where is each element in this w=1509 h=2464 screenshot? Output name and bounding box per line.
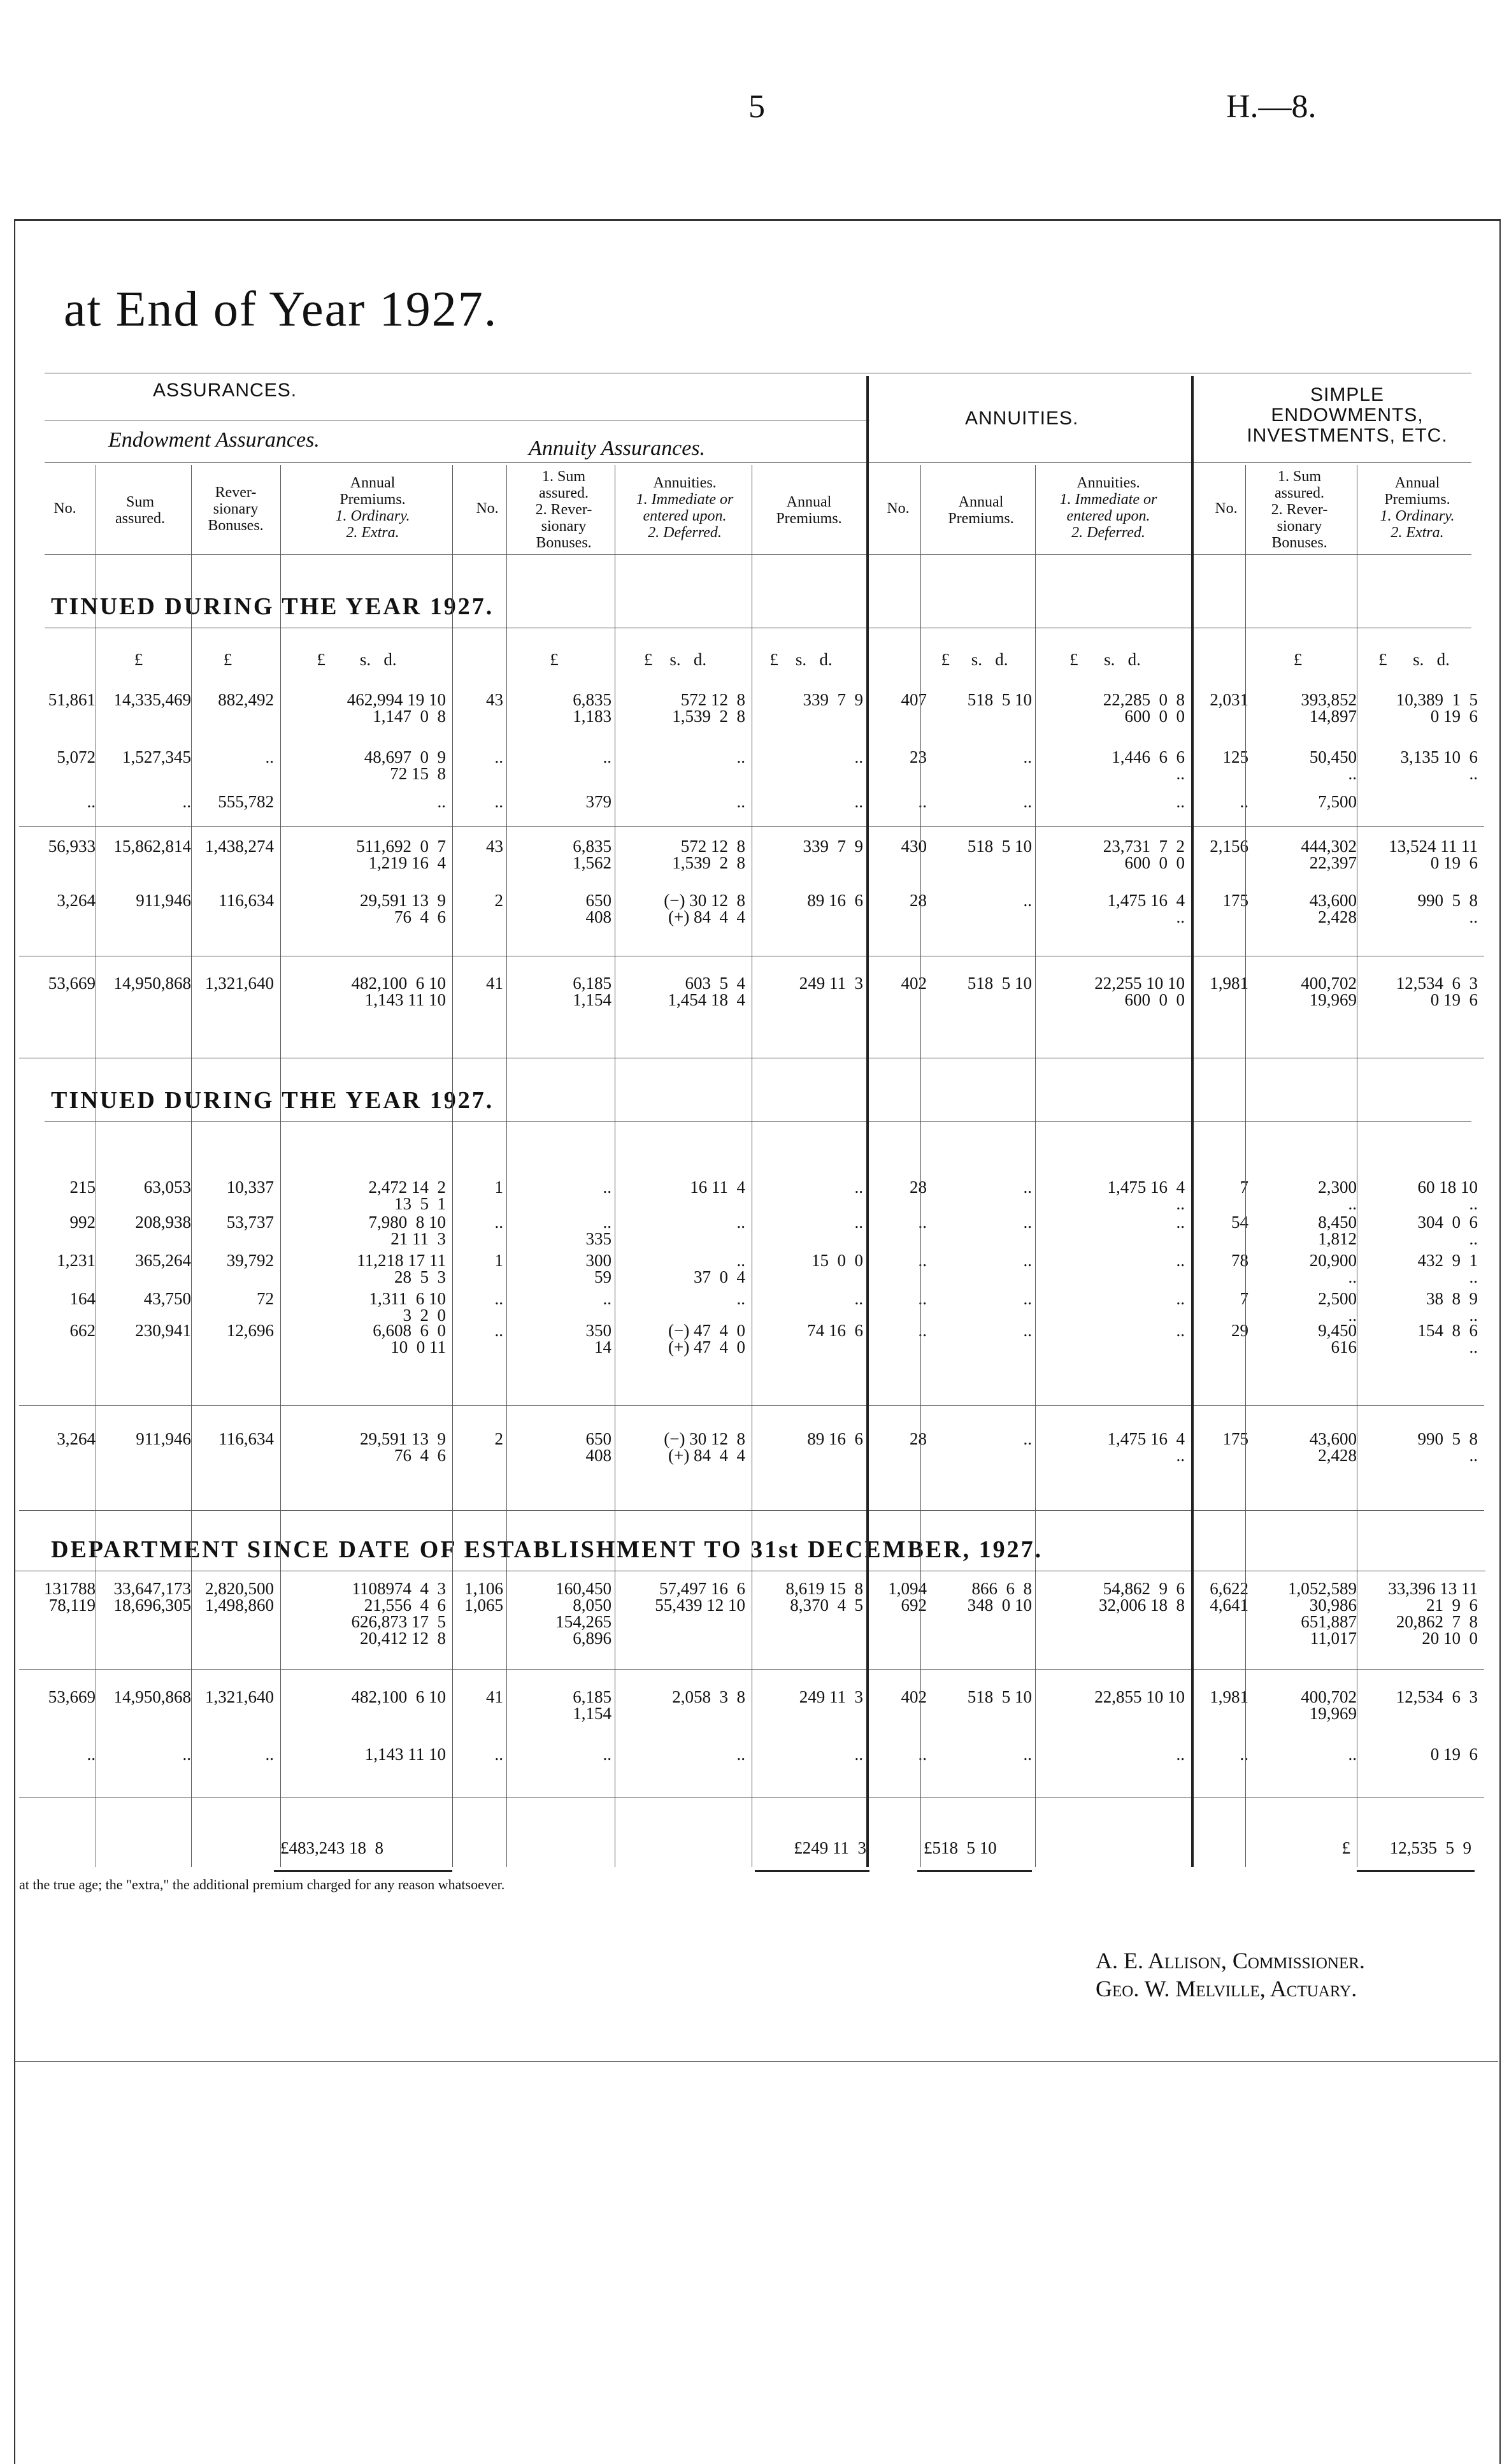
unit-6: £ s. d.: [941, 650, 1008, 669]
b3-r2-c8: ..: [918, 1745, 927, 1764]
b1-r1-c6: ..: [736, 747, 745, 767]
signature-commissioner: A. E. Allison, Commissioner.: [1096, 1948, 1365, 1973]
b2-r5-c1: 911,946: [136, 1429, 191, 1448]
b3-r0-c5: 160,450 8,050 154,265 6,896: [555, 1579, 611, 1648]
b2-r4-c2: 12,696: [226, 1321, 274, 1340]
b1-r3-c9: 518 5 10: [967, 837, 1032, 856]
b2-r2-c5: 300 59: [585, 1251, 611, 1286]
b2-r4-c4: ..: [494, 1321, 503, 1340]
b1-r5-c3: 482,100 6 10 1,143 11 10: [351, 974, 446, 1009]
b3-r2-c10: ..: [1176, 1745, 1185, 1764]
b2-r0-c2: 10,337: [226, 1178, 274, 1197]
b2-r5-c6: (−) 30 12 8 (+) 84 4 4: [664, 1429, 745, 1465]
b2-r4-c1: 230,941: [135, 1321, 191, 1340]
b1-r3-c13: 13,524 11 11 0 19 6: [1389, 837, 1478, 872]
b1-r5-c6: 603 5 4 1,454 18 4: [668, 974, 745, 1009]
b1-r2-c0: ..: [87, 792, 96, 811]
b2-r4-c12: 9,450 616: [1318, 1321, 1357, 1357]
b2-r1-c8: ..: [918, 1213, 927, 1232]
b3-r2-c0: ..: [87, 1745, 96, 1764]
b1-r0-c0: 51,861: [48, 690, 96, 709]
b2-r4-c0: 662: [69, 1321, 96, 1340]
b1-r5-c1: 14,950,868: [113, 974, 191, 993]
b2-r4-c5: 350 14: [585, 1321, 611, 1357]
b1-r4-c8: 28: [910, 891, 927, 910]
b3-r1-c10: 22,855 10 10: [1094, 1687, 1185, 1706]
col-se-sum: 1. Sum assured. 2. Rever- sionary Bonuses.: [1271, 468, 1328, 551]
b2-r1-c3: 7,980 8 10 21 11 3: [368, 1213, 446, 1248]
b2-r5-c13: 990 5 8 ..: [1417, 1429, 1478, 1465]
b2-r2-c3: 11,218 17 11 28 5 3: [357, 1251, 446, 1286]
b1-r5-c0: 53,669: [48, 974, 96, 993]
signatures: [1096, 1947, 1365, 2003]
section-title-2: TINUED DURING THE YEAR 1927.: [51, 1087, 494, 1114]
b1-r5-c10: 22,255 10 10 600 0 0: [1094, 974, 1185, 1009]
section-title-3: DEPARTMENT SINCE DATE OF ESTABLISHMENT TO 31st DECEMBER, 1927.: [51, 1536, 1043, 1563]
b1-r1-c3: 48,697 0 9 72 15 8: [364, 747, 446, 783]
b2-r1-c1: 208,938: [135, 1213, 191, 1232]
b1-r2-c5: 379: [585, 792, 611, 811]
b3-r1-c0: 53,669: [48, 1687, 96, 1706]
b2-r2-c7: 15 0 0: [812, 1251, 863, 1270]
col-an-annuities: Annuities. 1. Immediate or entered upon. 2. Deferred.: [1059, 475, 1157, 541]
b2-r5-c9: ..: [1023, 1429, 1032, 1448]
b2-r2-c10: ..: [1176, 1251, 1185, 1270]
total-se-pound: £: [1341, 1838, 1350, 1857]
b2-r0-c10: 1,475 16 4 ..: [1107, 1178, 1185, 1213]
b1-r5-c7: 249 11 3: [799, 974, 863, 993]
b1-r0-c12: 393,852 14,897: [1301, 690, 1357, 726]
b1-r4-c10: 1,475 16 4 ..: [1107, 891, 1185, 926]
b1-r4-c1: 911,946: [136, 891, 191, 910]
page-number: 5: [748, 89, 765, 125]
b2-r3-c3: 1,311 6 10 3 2 0: [369, 1289, 446, 1325]
b3-r1-c4: 41: [486, 1687, 503, 1706]
b2-r2-c13: 432 9 1 ..: [1417, 1251, 1478, 1286]
b2-r3-c5: ..: [603, 1289, 611, 1308]
b3-r2-c1: ..: [182, 1745, 191, 1764]
b2-r5-c7: 89 16 6: [807, 1429, 863, 1448]
b2-r1-c2: 53,737: [226, 1213, 274, 1232]
b2-r2-c6: .. 37 0 4: [694, 1251, 745, 1286]
b2-r0-c11: 7: [1240, 1178, 1248, 1197]
b3-r2-c13: 0 19 6: [1430, 1745, 1478, 1764]
b2-r5-c0: 3,264: [57, 1429, 96, 1448]
b2-r5-c4: 2: [494, 1429, 503, 1448]
col-sum-assured: Sum assured.: [115, 494, 165, 527]
b2-r5-c11: 175: [1222, 1429, 1248, 1448]
b2-r0-c5: ..: [603, 1178, 611, 1197]
page-title: at End of Year 1927.: [64, 281, 498, 336]
b1-r2-c7: ..: [854, 792, 863, 811]
b2-r4-c13: 154 8 6 ..: [1417, 1321, 1478, 1357]
b1-r3-c6: 572 12 8 1,539 2 8: [672, 837, 745, 872]
b1-r3-c3: 511,692 0 7 1,219 16 4: [356, 837, 446, 872]
b2-r2-c0: 1,231: [57, 1251, 96, 1270]
b3-r1-c1: 14,950,868: [113, 1687, 191, 1706]
b3-r0-c2: 2,820,500 1,498,860: [205, 1579, 274, 1615]
b3-r0-c13: 33,396 13 11 21 9 6 20,862 7 8 20 10 0: [1388, 1579, 1478, 1648]
b3-r1-c5: 6,185 1,154: [573, 1687, 611, 1723]
total-aa-premiums: £249 11 3: [794, 1838, 866, 1857]
b3-r0-c12: 1,052,589 30,986 651,887 11,017: [1288, 1579, 1357, 1648]
b1-r1-c13: 3,135 10 6 ..: [1400, 747, 1478, 783]
b3-r0-c11: 6,622 4,641: [1210, 1579, 1248, 1615]
b2-r2-c11: 78: [1231, 1251, 1248, 1270]
b1-r2-c10: ..: [1176, 792, 1185, 811]
unit-9: £ s. d.: [1378, 650, 1450, 669]
b1-r0-c3: 462,994 19 10 1,147 0 8: [347, 690, 446, 726]
b1-r5-c11: 1,981: [1210, 974, 1248, 993]
b2-r0-c6: 16 11 4: [690, 1178, 745, 1197]
b3-r2-c6: ..: [736, 1745, 745, 1764]
b3-r0-c7: 8,619 15 8 8,370 4 5: [785, 1579, 863, 1615]
b3-r2-c11: ..: [1240, 1745, 1248, 1764]
b1-r0-c2: 882,492: [218, 690, 274, 709]
b2-r5-c3: 29,591 13 9 76 4 6: [360, 1429, 446, 1465]
b1-r5-c9: 518 5 10: [967, 974, 1032, 993]
b1-r3-c4: 43: [486, 837, 503, 856]
b3-r0-c10: 54,862 9 6 32,006 18 8: [1099, 1579, 1185, 1615]
col-no: No.: [54, 500, 76, 517]
b1-r0-c11: 2,031: [1210, 690, 1248, 709]
b3-r2-c12: ..: [1348, 1745, 1357, 1764]
b1-r4-c11: 175: [1222, 891, 1248, 910]
b1-r4-c5: 650 408: [585, 891, 611, 926]
b1-r4-c0: 3,264: [57, 891, 96, 910]
b2-r4-c10: ..: [1176, 1321, 1185, 1340]
b2-r1-c13: 304 0 6 ..: [1417, 1213, 1478, 1248]
b3-r0-c1: 33,647,173 18,696,305: [113, 1579, 191, 1615]
signature-actuary: Geo. W. Melville, Actuary.: [1096, 1976, 1357, 2001]
b1-r1-c8: 23: [910, 747, 927, 767]
col-an-no: No.: [887, 500, 910, 517]
b2-r1-c5: .. 335: [585, 1213, 611, 1248]
b2-r5-c12: 43,600 2,428: [1309, 1429, 1357, 1465]
b3-r0-c3: 1108974 4 3 21,556 4 6 626,873 17 5 20,412 12 8: [351, 1579, 446, 1648]
b2-r5-c5: 650 408: [585, 1429, 611, 1465]
b2-r3-c0: 164: [69, 1289, 96, 1308]
b2-r5-c2: 116,634: [218, 1429, 274, 1448]
unit-3: £: [550, 650, 559, 669]
b2-r1-c10: ..: [1176, 1213, 1185, 1232]
b2-r1-c4: ..: [494, 1213, 503, 1232]
b1-r4-c3: 29,591 13 9 76 4 6: [360, 891, 446, 926]
b3-r0-c8: 1,094 692: [888, 1579, 927, 1615]
col-se-no: No.: [1215, 500, 1238, 517]
b2-r1-c12: 8,450 1,812: [1318, 1213, 1357, 1248]
b1-r0-c7: 339 7 9: [803, 690, 863, 709]
b1-r4-c2: 116,634: [218, 891, 274, 910]
b1-r2-c11: ..: [1240, 792, 1248, 811]
b2-r0-c3: 2,472 14 2 13 5 1: [368, 1178, 446, 1213]
b2-r4-c7: 74 16 6: [807, 1321, 863, 1340]
b2-r3-c2: 72: [257, 1289, 274, 1308]
b2-r0-c7: ..: [854, 1178, 863, 1197]
col-aa-annuities: Annuities. 1. Immediate or entered upon. 2. Deferred.: [636, 475, 734, 541]
col-an-premiums: Annual Premiums.: [948, 494, 1014, 527]
b1-r3-c0: 56,933: [48, 837, 96, 856]
b3-r0-c0: 131788 78,119: [44, 1579, 96, 1615]
unit-2: £ s. d.: [317, 650, 397, 669]
b2-r3-c12: 2,500 ..: [1318, 1289, 1357, 1325]
b2-r1-c7: ..: [854, 1213, 863, 1232]
b2-r3-c13: 38 8 9 ..: [1426, 1289, 1478, 1325]
b1-r0-c10: 22,285 0 8 600 0 0: [1103, 690, 1185, 726]
b2-r3-c10: ..: [1176, 1289, 1185, 1308]
b2-r3-c11: 7: [1240, 1289, 1248, 1308]
b1-r1-c1: 1,527,345: [122, 747, 191, 767]
b1-r2-c8: ..: [918, 792, 927, 811]
footnote: at the true age; the "extra," the additional premium charged for any reason whatsoever.: [19, 1877, 505, 1892]
b1-r4-c9: ..: [1023, 891, 1032, 910]
b2-r0-c13: 60 18 10 ..: [1417, 1178, 1478, 1213]
b1-r3-c5: 6,835 1,562: [573, 837, 611, 872]
b2-r1-c11: 54: [1231, 1213, 1248, 1232]
b1-r3-c10: 23,731 7 2 600 0 0: [1103, 837, 1185, 872]
b1-r1-c0: 5,072: [57, 747, 96, 767]
b1-r2-c1: ..: [182, 792, 191, 811]
b1-r4-c4: 2: [494, 891, 503, 910]
b1-r2-c12: 7,500: [1318, 792, 1357, 811]
group-assurances: ASSURANCES.: [153, 380, 297, 401]
b2-r3-c4: ..: [494, 1289, 503, 1308]
b3-r1-c12: 400,702 19,969: [1301, 1687, 1357, 1723]
b2-r3-c6: ..: [736, 1289, 745, 1308]
b1-r4-c12: 43,600 2,428: [1309, 891, 1357, 926]
b1-r0-c13: 10,389 1 5 0 19 6: [1396, 690, 1478, 726]
b1-r2-c6: ..: [736, 792, 745, 811]
b1-r5-c4: 41: [486, 974, 503, 993]
b2-r1-c9: ..: [1023, 1213, 1032, 1232]
b1-r1-c2: ..: [265, 747, 274, 767]
b2-r0-c12: 2,300 ..: [1318, 1178, 1357, 1213]
unit-7: £ s. d.: [1069, 650, 1141, 669]
b2-r4-c3: 6,608 6 0 10 0 11: [373, 1321, 446, 1357]
b1-r3-c12: 444,302 22,397: [1301, 837, 1357, 872]
b1-r3-c8: 430: [901, 837, 927, 856]
b1-r4-c7: 89 16 6: [807, 891, 863, 910]
b3-r1-c13: 12,534 6 3: [1396, 1687, 1478, 1706]
b2-r0-c0: 215: [69, 1178, 96, 1197]
b3-r0-c4: 1,106 1,065: [464, 1579, 503, 1615]
col-aa-sum: 1. Sum assured. 2. Rever- sionary Bonuses.: [535, 468, 592, 551]
group-annuities: ANNUITIES.: [965, 408, 1079, 429]
unit-5: £ s. d.: [769, 650, 833, 669]
b2-r4-c9: ..: [1023, 1321, 1032, 1340]
b1-r0-c9: 518 5 10: [967, 690, 1032, 709]
unit-4: £ s. d.: [643, 650, 707, 669]
group-endowment: Endowment Assurances.: [108, 428, 320, 452]
b3-r1-c9: 518 5 10: [967, 1687, 1032, 1706]
b2-r5-c8: 28: [910, 1429, 927, 1448]
b2-r0-c8: 28: [910, 1178, 927, 1197]
unit-8: £: [1293, 650, 1303, 669]
b3-r1-c3: 482,100 6 10: [351, 1687, 446, 1706]
b1-r5-c8: 402: [901, 974, 927, 993]
col-rev-bonuses: Rever- sionary Bonuses.: [208, 484, 264, 534]
b2-r2-c9: ..: [1023, 1251, 1032, 1270]
b1-r4-c13: 990 5 8 ..: [1417, 891, 1478, 926]
b3-r1-c7: 249 11 3: [799, 1687, 863, 1706]
b3-r2-c3: 1,143 11 10: [364, 1745, 446, 1764]
b1-r0-c5: 6,835 1,183: [573, 690, 611, 726]
b3-r0-c9: 866 6 8 348 0 10: [967, 1579, 1032, 1615]
b3-r2-c9: ..: [1023, 1745, 1032, 1764]
b1-r0-c6: 572 12 8 1,539 2 8: [672, 690, 745, 726]
b3-r2-c4: ..: [494, 1745, 503, 1764]
section-title-1: TINUED DURING THE YEAR 1927.: [51, 593, 494, 620]
col-aa-premiums: Annual Premiums.: [776, 494, 842, 527]
b1-r5-c5: 6,185 1,154: [573, 974, 611, 1009]
b2-r0-c4: 1: [494, 1178, 503, 1197]
b2-r5-c10: 1,475 16 4 ..: [1107, 1429, 1185, 1465]
b1-r1-c11: 125: [1222, 747, 1248, 767]
b2-r0-c9: ..: [1023, 1178, 1032, 1197]
page-code: H.—8.: [1226, 89, 1317, 125]
b3-r1-c11: 1,981: [1210, 1687, 1248, 1706]
b3-r1-c2: 1,321,640: [205, 1687, 274, 1706]
b1-r1-c10: 1,446 6 6 ..: [1112, 747, 1185, 783]
b3-r0-c6: 57,497 16 6 55,439 12 10: [655, 1579, 745, 1615]
b1-r3-c2: 1,438,274: [205, 837, 274, 856]
b1-r0-c8: 407: [901, 690, 927, 709]
b1-r5-c2: 1,321,640: [205, 974, 274, 993]
b2-r0-c1: 63,053: [143, 1178, 191, 1197]
col-annual-premiums: Annual Premiums. 1. Ordinary. 2. Extra.: [335, 475, 410, 541]
b1-r2-c3: ..: [437, 792, 446, 811]
b2-r3-c9: ..: [1023, 1289, 1032, 1308]
b3-r1-c8: 402: [901, 1687, 927, 1706]
col-se-premiums: Annual Premiums. 1. Ordinary. 2. Extra.: [1380, 475, 1455, 541]
unit-1: £: [223, 650, 232, 669]
total-an-premiums: £518 5 10: [924, 1838, 997, 1857]
total-premiums: £483,243 18 8: [280, 1838, 383, 1857]
b1-r5-c13: 12,534 6 3 0 19 6: [1396, 974, 1478, 1009]
b1-r3-c7: 339 7 9: [803, 837, 863, 856]
b2-r3-c8: ..: [918, 1289, 927, 1308]
b1-r2-c4: ..: [494, 792, 503, 811]
unit-0: £: [134, 650, 143, 669]
b2-r4-c8: ..: [918, 1321, 927, 1340]
b1-r4-c6: (−) 30 12 8 (+) 84 4 4: [664, 891, 745, 926]
b3-r2-c5: ..: [603, 1745, 611, 1764]
b3-r2-c2: ..: [265, 1745, 274, 1764]
b1-r1-c5: ..: [603, 747, 611, 767]
b1-r3-c11: 2,156: [1210, 837, 1248, 856]
b1-r1-c4: ..: [494, 747, 503, 767]
b1-r0-c1: 14,335,469: [113, 690, 191, 709]
b1-r2-c9: ..: [1023, 792, 1032, 811]
group-annuity-assurances: Annuity Assurances.: [529, 436, 706, 460]
b1-r1-c7: ..: [854, 747, 863, 767]
b2-r2-c4: 1: [494, 1251, 503, 1270]
total-se-premiums: 12,535 5 9: [1389, 1838, 1471, 1857]
b1-r3-c1: 15,862,814: [113, 837, 191, 856]
b2-r1-c6: ..: [736, 1213, 745, 1232]
b1-r1-c9: ..: [1023, 747, 1032, 767]
b2-r2-c8: ..: [918, 1251, 927, 1270]
b3-r1-c6: 2,058 3 8: [672, 1687, 745, 1706]
b2-r3-c7: ..: [854, 1289, 863, 1308]
group-simple-endowments: SIMPLE ENDOWMENTS, INVESTMENTS, ETC.: [1247, 384, 1448, 446]
col-aa-no: No.: [476, 500, 499, 517]
b2-r3-c1: 43,750: [143, 1289, 191, 1308]
b1-r1-c12: 50,450 ..: [1309, 747, 1357, 783]
b1-r2-c2: 555,782: [218, 792, 274, 811]
b2-r2-c1: 365,264: [135, 1251, 191, 1270]
b2-r1-c0: 992: [69, 1213, 96, 1232]
b2-r4-c6: (−) 47 4 0 (+) 47 4 0: [668, 1321, 745, 1357]
b1-r5-c12: 400,702 19,969: [1301, 974, 1357, 1009]
b1-r0-c4: 43: [486, 690, 503, 709]
b2-r2-c12: 20,900 ..: [1309, 1251, 1357, 1286]
b2-r4-c11: 29: [1231, 1321, 1248, 1340]
b2-r2-c2: 39,792: [226, 1251, 274, 1270]
b3-r2-c7: ..: [854, 1745, 863, 1764]
